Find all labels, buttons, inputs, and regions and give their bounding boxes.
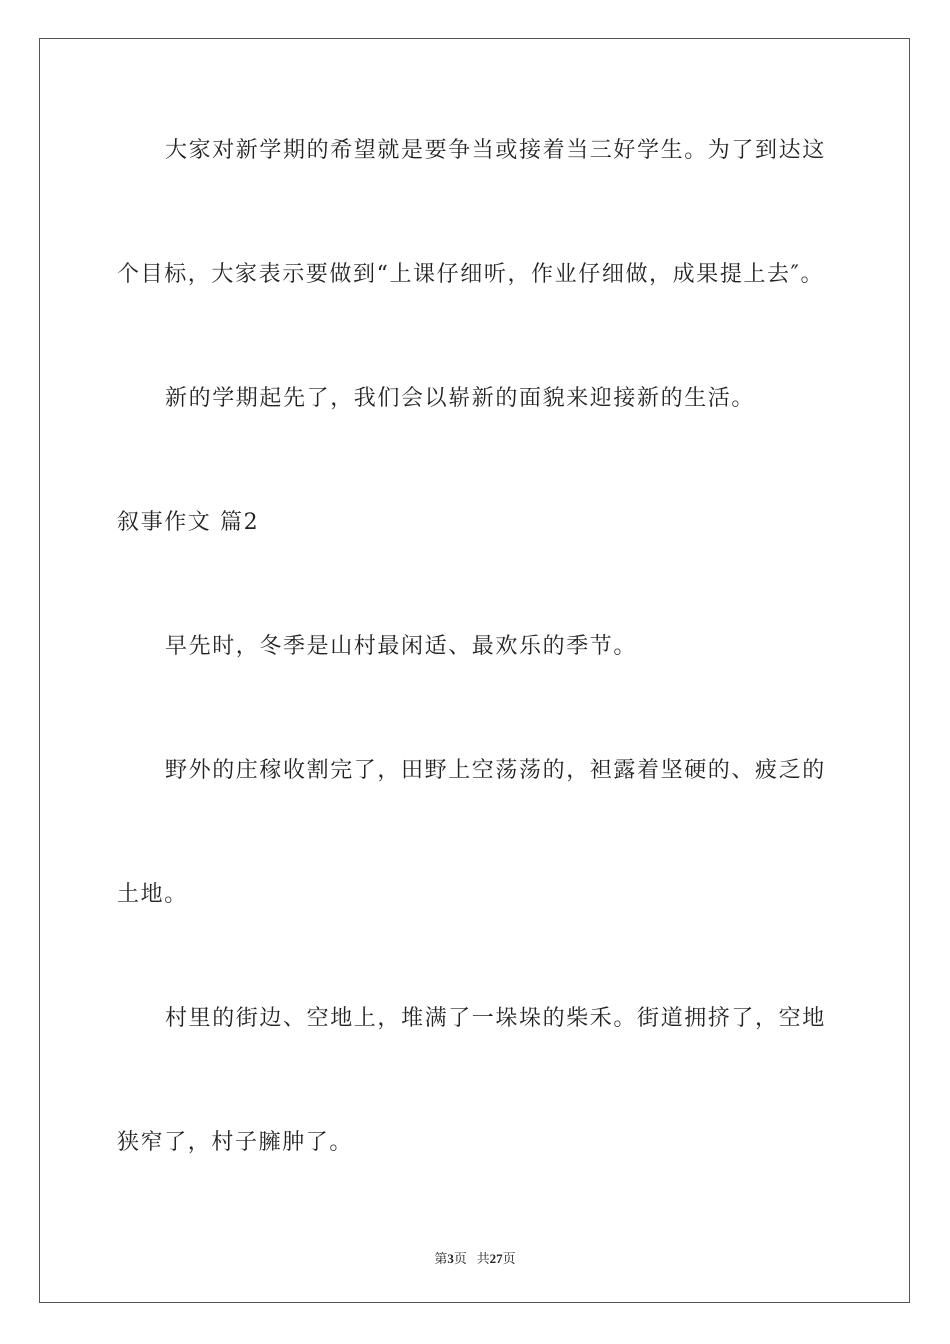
paragraph-line-1: 大家对新学期的希望就是要争当或接着当三好学生。为了到达这	[165, 138, 826, 163]
paragraph-line-7: 土地。	[117, 882, 188, 907]
page-footer	[0, 1248, 950, 1267]
footer-page-prefix: 第	[434, 1251, 448, 1266]
footer-total-prefix: 共	[476, 1251, 490, 1266]
footer-page-suffix: 页	[453, 1251, 467, 1266]
paragraph-line-6: 野外的庄稼收割完了，田野上空荡荡的，袒露着坚硬的、疲乏的	[165, 758, 826, 783]
page-border	[39, 38, 910, 1303]
footer-page-number: 3	[447, 1251, 454, 1266]
footer-total-pages: 27	[489, 1251, 503, 1266]
footer-total-suffix: 页	[502, 1251, 516, 1266]
paragraph-line-2: 个目标，大家表示要做到“上课仔细听，作业仔细做，成果提上去″。	[117, 262, 825, 287]
paragraph-line-3: 新的学期起先了，我们会以崭新的面貌来迎接新的生活。	[165, 386, 756, 411]
paragraph-line-9: 狭窄了，村子臃肿了。	[117, 1130, 354, 1155]
section-heading: 叙事作文 篇2	[117, 510, 260, 535]
paragraph-line-5: 早先时，冬季是山村最闲适、最欢乐的季节。	[165, 634, 638, 659]
paragraph-line-8: 村里的街边、空地上，堆满了一垛垛的柴禾。街道拥挤了，空地	[165, 1006, 826, 1031]
